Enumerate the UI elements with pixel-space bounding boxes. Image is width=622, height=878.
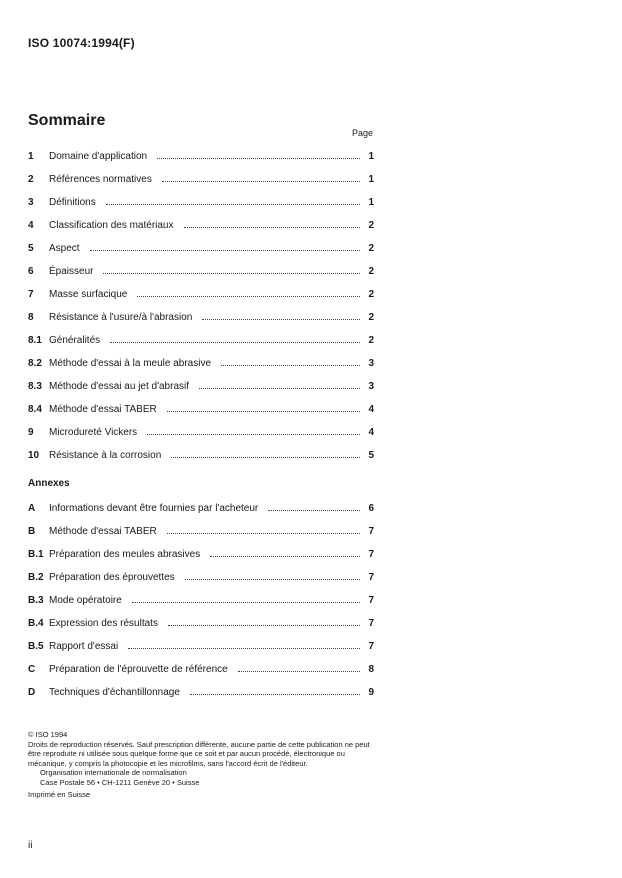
toc-entry-number: B.5 bbox=[28, 641, 44, 652]
dot-leader bbox=[167, 533, 360, 534]
toc-entry-page: 5 bbox=[368, 450, 374, 461]
toc-entry-page: 7 bbox=[368, 572, 374, 583]
toc-entry-label: Préparation des meules abrasives bbox=[49, 549, 201, 560]
toc-entry[interactable] bbox=[28, 592, 374, 606]
toc-entry-label: Mode opératoire bbox=[49, 595, 122, 606]
toc-entry-label: Généralités bbox=[49, 335, 101, 346]
dot-leader bbox=[157, 158, 360, 159]
toc-entry-page: 7 bbox=[368, 618, 374, 629]
toc-entry-label: Méthode d'essai TABER bbox=[49, 404, 157, 415]
page-number: ii bbox=[28, 840, 33, 851]
toc-entry[interactable] bbox=[28, 424, 374, 438]
toc-entry-page: 2 bbox=[368, 335, 374, 346]
toc-entry[interactable] bbox=[28, 447, 374, 461]
toc-entry-number: 8.2 bbox=[28, 358, 42, 369]
toc-entry[interactable] bbox=[28, 309, 374, 323]
toc-entry-number: B.3 bbox=[28, 595, 44, 606]
toc-entry-label: Expression des résultats bbox=[49, 618, 158, 629]
toc-entry-number: D bbox=[28, 687, 36, 698]
dot-leader bbox=[185, 579, 360, 580]
toc-entry-number: 9 bbox=[28, 427, 34, 438]
copyright-footer bbox=[28, 730, 374, 800]
toc-entry-label: Préparation de l'éprouvette de référence bbox=[49, 664, 228, 675]
toc-entry-page: 2 bbox=[368, 266, 374, 277]
toc-entry-label: Aspect bbox=[49, 243, 80, 254]
toc-entry[interactable] bbox=[28, 217, 374, 231]
dot-leader bbox=[103, 273, 360, 274]
dot-leader bbox=[171, 457, 360, 458]
toc-entry-label: Résistance à la corrosion bbox=[49, 450, 162, 461]
toc-entry-label: Domaine d'application bbox=[49, 151, 148, 162]
toc-entry-number: B bbox=[28, 526, 36, 537]
toc-entry-page: 4 bbox=[368, 404, 374, 415]
toc-entry-number: 8.3 bbox=[28, 381, 42, 392]
dot-leader bbox=[128, 648, 360, 649]
toc-entry[interactable] bbox=[28, 500, 374, 514]
toc-entry[interactable] bbox=[28, 240, 374, 254]
toc-entry-page: 2 bbox=[368, 243, 374, 254]
toc-entry-number: 7 bbox=[28, 289, 34, 300]
toc-entry[interactable] bbox=[28, 332, 374, 346]
dot-leader bbox=[147, 434, 360, 435]
dot-leader bbox=[132, 602, 360, 603]
toc-entry-label: Méthode d'essai TABER bbox=[49, 526, 157, 537]
dot-leader bbox=[106, 204, 360, 205]
toc-entry[interactable] bbox=[28, 263, 374, 277]
toc-entry-page: 2 bbox=[368, 289, 374, 300]
dot-leader bbox=[221, 365, 360, 366]
toc-entry[interactable] bbox=[28, 148, 374, 162]
toc-entry-label: Références normatives bbox=[49, 174, 152, 185]
dot-leader bbox=[110, 342, 360, 343]
toc-entry-number: 2 bbox=[28, 174, 34, 185]
copyright-line: © ISO 1994 bbox=[28, 730, 68, 739]
toc-entry-label: Définitions bbox=[49, 197, 96, 208]
toc-entry-page: 7 bbox=[368, 595, 374, 606]
toc-entry-number: 8 bbox=[28, 312, 34, 323]
toc-entry-page: 7 bbox=[368, 641, 374, 652]
toc-entry-page: 9 bbox=[368, 687, 374, 698]
toc-entry-number: B.4 bbox=[28, 618, 44, 629]
printed-in: Imprimé en Suisse bbox=[28, 790, 91, 799]
toc-entry[interactable] bbox=[28, 378, 374, 392]
toc-entry-label: Masse surfacique bbox=[49, 289, 128, 300]
dot-leader bbox=[268, 510, 360, 511]
rights-notice: Droits de reproduction réservés. Sauf prescription différente, aucune partie de cette publication ne peut être reproduite ni utilisée sous quelque forme que ce soit et par aucun procédé, électronique ou mécanique, y compris la photocopie et les microfilms, sans l'accord écrit de l'éditeur. bbox=[28, 739, 370, 768]
toc-entry[interactable] bbox=[28, 171, 374, 185]
toc-entry-page: 1 bbox=[368, 151, 374, 162]
toc-entry-label: Informations devant être fournies par l'acheteur bbox=[49, 503, 259, 514]
toc-entry-page: 3 bbox=[368, 358, 374, 369]
dot-leader bbox=[238, 671, 360, 672]
dot-leader bbox=[167, 411, 360, 412]
dot-leader bbox=[199, 388, 360, 389]
toc-entry-page: 7 bbox=[368, 526, 374, 537]
toc-entry-number: 6 bbox=[28, 266, 34, 277]
toc-entry-page: 7 bbox=[368, 549, 374, 560]
organisation-address: Case Postale 56 • CH-1211 Genève 20 • Suisse bbox=[40, 777, 200, 787]
toc-entry-number: 8.4 bbox=[28, 404, 42, 415]
toc-entry[interactable] bbox=[28, 194, 374, 208]
toc-entry-number: 10 bbox=[28, 450, 40, 461]
toc-entry[interactable] bbox=[28, 401, 374, 415]
toc-entry-page: 1 bbox=[368, 197, 374, 208]
annexes-heading: Annexes bbox=[28, 478, 70, 489]
toc-entry-label: Résistance à l'usure/à l'abrasion bbox=[49, 312, 193, 323]
dot-leader bbox=[90, 250, 360, 251]
toc-entry-number: B.2 bbox=[28, 572, 44, 583]
toc-entry-page: 3 bbox=[368, 381, 374, 392]
toc-entry-label: Microdureté Vickers bbox=[49, 427, 138, 438]
page-column-label: Page bbox=[352, 128, 374, 138]
dot-leader bbox=[202, 319, 360, 320]
dot-leader bbox=[137, 296, 360, 297]
toc-entry-label: Rapport d'essai bbox=[49, 641, 119, 652]
toc-entry-page: 8 bbox=[368, 664, 374, 675]
toc-entry-number: C bbox=[28, 664, 36, 675]
toc-entry-number: B.1 bbox=[28, 549, 44, 560]
toc-entry[interactable] bbox=[28, 615, 374, 629]
toc-entry-label: Méthode d'essai au jet d'abrasif bbox=[49, 381, 190, 392]
toc-entry-number: 4 bbox=[28, 220, 34, 231]
toc-entry-page: 4 bbox=[368, 427, 374, 438]
toc-entry[interactable] bbox=[28, 661, 374, 675]
toc-entry-page: 2 bbox=[368, 220, 374, 231]
toc-entry[interactable] bbox=[28, 355, 374, 369]
organisation-name: Organisation internationale de normalisation bbox=[40, 768, 187, 777]
toc-entry-page: 2 bbox=[368, 312, 374, 323]
toc-entry-number: 1 bbox=[28, 151, 34, 162]
toc-entry-label: Préparation des éprouvettes bbox=[49, 572, 175, 583]
toc-entry-page: 1 bbox=[368, 174, 374, 185]
toc-entry-page: 6 bbox=[368, 503, 374, 514]
toc-entry[interactable] bbox=[28, 546, 374, 560]
dot-leader bbox=[210, 556, 360, 557]
document-header: ISO 10074:1994(F) bbox=[28, 36, 135, 50]
page-title: Sommaire bbox=[28, 112, 106, 129]
toc-entry-label: Classification des matériaux bbox=[49, 220, 174, 231]
toc-entry[interactable] bbox=[28, 286, 374, 300]
dot-leader bbox=[184, 227, 361, 228]
dot-leader bbox=[190, 694, 360, 695]
toc-entry-number: 3 bbox=[28, 197, 34, 208]
toc-entry[interactable] bbox=[28, 569, 374, 583]
toc-entry-number: 8.1 bbox=[28, 335, 42, 346]
dot-leader bbox=[162, 181, 360, 182]
toc-entry-number: 5 bbox=[28, 243, 34, 254]
toc-entry[interactable] bbox=[28, 523, 374, 537]
toc-entry-number: A bbox=[28, 503, 36, 514]
toc-entry-label: Techniques d'échantillonnage bbox=[49, 687, 180, 698]
toc-entry[interactable] bbox=[28, 638, 374, 652]
toc-entry-label: Épaisseur bbox=[49, 266, 94, 277]
dot-leader bbox=[168, 625, 360, 626]
toc-entry-label: Méthode d'essai à la meule abrasive bbox=[49, 358, 212, 369]
toc-entry[interactable] bbox=[28, 684, 374, 698]
